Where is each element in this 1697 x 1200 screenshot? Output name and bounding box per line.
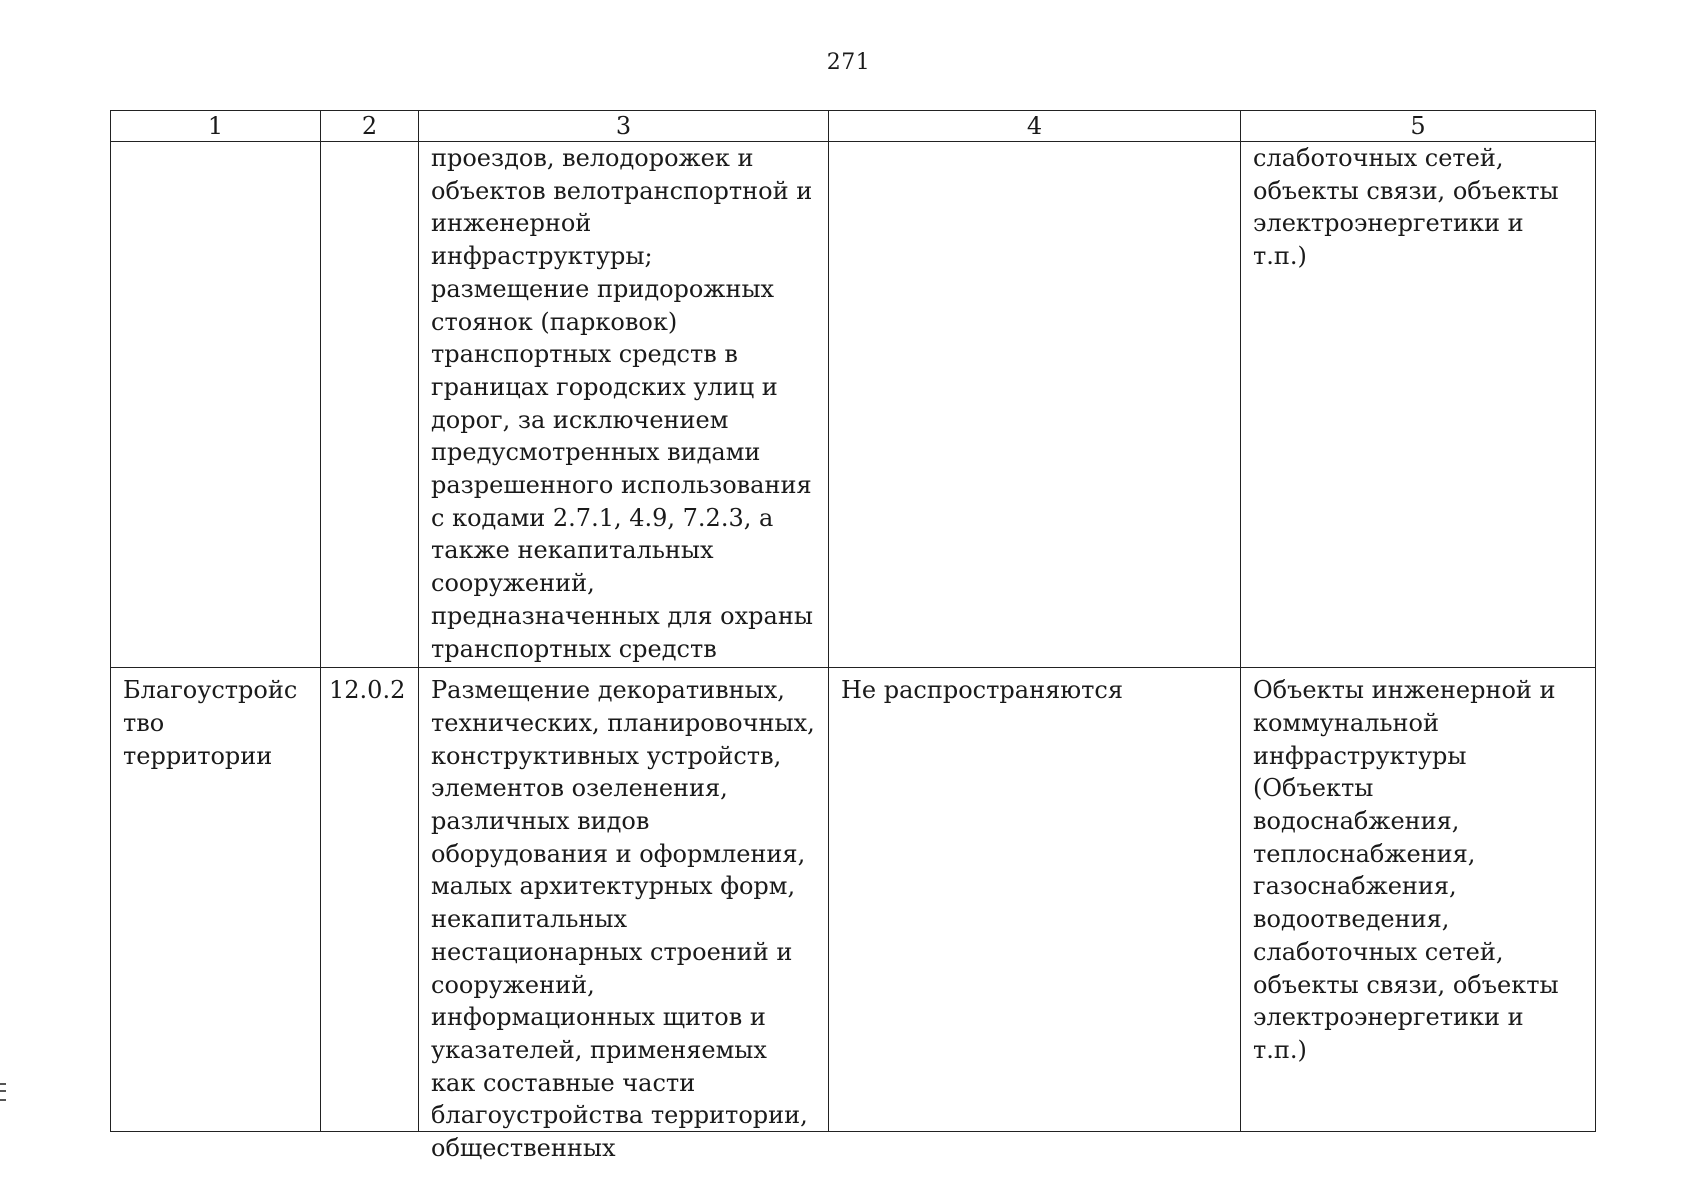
column-header-2: 2 xyxy=(321,111,419,142)
parameters-cell xyxy=(829,142,1241,668)
land-use-name-cell xyxy=(111,142,321,668)
scan-edge-mark xyxy=(0,1083,6,1101)
land-use-description-cell: проездов, велодорожек и объектов велотранспортной и инженерной инфраструктуры; размещение придорожных стоянок (парковок) транспортных средств в границах городских улиц и дорог, за исключением предусмотренных видами разрешенного использования с кодами 2.7.1, 4.9, 7.2.3, а также некапитальных сооружений, предназначенных для охраны транспортных средств xyxy=(419,142,829,668)
table-body xyxy=(111,142,1596,1163)
land-use-description-text: Размещение декоративных, технических, планировочных, конструктивных устройств, элементов озеленения, различных видов оборудования и оформления, малых архитектурных форм, некапитальных нестационарных строений и сооружений, информационных щитов и указателей, применяемых как составные части благоустройства территории, общественных xyxy=(431,676,815,1163)
page-number: 271 xyxy=(826,50,871,75)
land-use-code-cell xyxy=(321,142,419,668)
table-header xyxy=(111,111,1596,142)
auxiliary-uses-cell xyxy=(1241,668,1596,1132)
auxiliary-uses-text: Объекты инженерной и коммунальной инфраструктуры (Объекты водоснабжения, теплоснабжения, газоснабжения, водоотведения, слаботочных сетей, объекты связи, объекты электроэнергетики и т.п.) xyxy=(1253,676,1559,1064)
column-header-3: 3 xyxy=(419,111,829,142)
column-header-5: 5 xyxy=(1241,111,1596,142)
land-use-name-cell xyxy=(111,668,321,1132)
land-use-code-text: 12.0.2 xyxy=(329,676,406,705)
header-row xyxy=(111,111,1596,142)
parameters-cell xyxy=(829,668,1241,1132)
column-header-1: 1 xyxy=(111,111,321,142)
land-use-description-cell xyxy=(419,668,829,1163)
land-use-table xyxy=(110,110,1596,1163)
land-use-name-text: Благоустройство территории xyxy=(123,676,298,770)
parameters-text: Не распространяются xyxy=(841,676,1123,705)
column-header-4: 4 xyxy=(829,111,1241,142)
table-row xyxy=(111,668,1596,1132)
table-row xyxy=(111,142,1596,668)
land-use-code-cell xyxy=(321,668,419,1132)
auxiliary-uses-cell: слаботочных сетей, объекты связи, объекты электроэнергетики и т.п.) xyxy=(1241,142,1596,668)
